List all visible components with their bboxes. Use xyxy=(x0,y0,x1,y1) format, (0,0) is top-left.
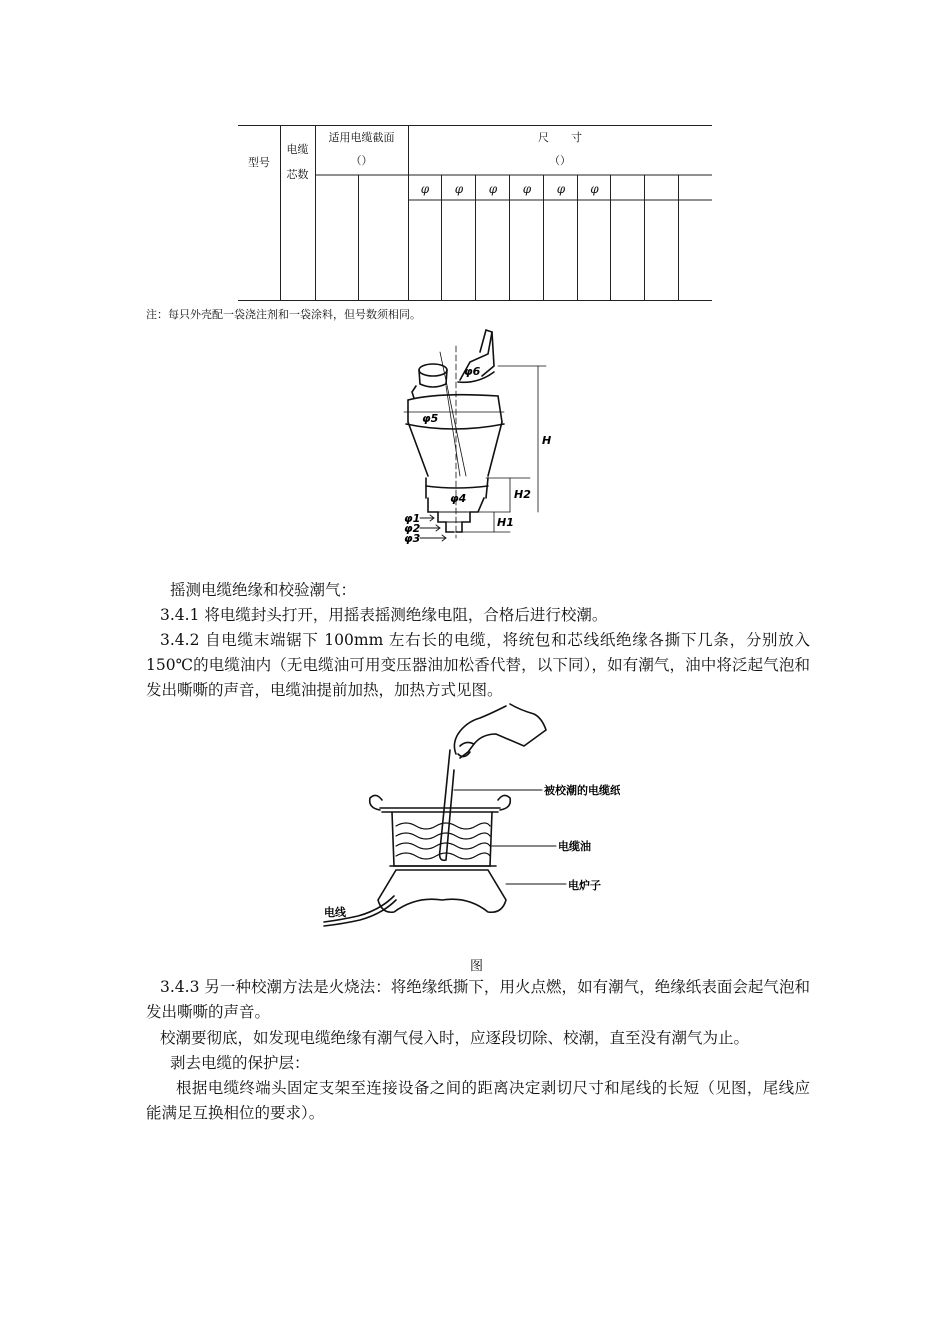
spec-table xyxy=(238,125,712,301)
phi-label: φ xyxy=(522,182,532,196)
terminal-shell-figure xyxy=(398,326,558,556)
label-phi1: φ1 xyxy=(404,512,421,525)
header-size-unit: （） xyxy=(549,154,571,167)
paragraph-3-4-2: 3.4.2 自电缆末端锯下 100mm 左右长的电缆，将统包和芯线纸绝缘各撕下几条，分别放入 150℃的电缆油内（无电缆油可用变压器油加松香代替，以下同），如有潮气，油中将泛起气泡和发出嘶嘶的声音，电缆油提前加热，加热方式见图。 xyxy=(146,631,810,699)
phi-label: φ xyxy=(590,182,599,196)
phi-label: φ xyxy=(454,182,464,196)
label-phi2: φ2 xyxy=(404,522,421,535)
terminal-shell-drawing xyxy=(398,326,558,556)
paragraph-strip-protection: 剥去电缆的保护层： xyxy=(170,1054,310,1072)
label-H2: H2 xyxy=(514,488,531,501)
label-phi5: φ5 xyxy=(422,412,439,425)
label-phi6: φ6 xyxy=(464,365,481,378)
paragraph-moisture-thorough: 校潮要彻底，如发现电缆绝缘有潮气侵入时，应逐段切除、校潮，直至没有潮气为止。 xyxy=(160,1029,750,1047)
label-electric-stove: 电炉子 xyxy=(568,879,601,892)
paragraph-3-4-1: 3.4.1 将电缆封头打开，用摇表摇测绝缘电阻，合格后进行校潮。 xyxy=(160,606,608,624)
header-cores-1: 电缆 xyxy=(286,143,309,156)
label-H1: H1 xyxy=(497,516,514,529)
table-note: 注：每只外壳配一袋浇注剂和一袋涂料，但号数须相同。 xyxy=(146,308,421,321)
oil-heating-drawing xyxy=(320,700,620,932)
phi-label: φ xyxy=(556,182,566,196)
label-cable-oil: 电缆油 xyxy=(558,840,591,853)
phi-label: φ xyxy=(420,182,430,196)
oil-heating-figure xyxy=(320,700,620,932)
label-cable-paper: 被校潮的电缆纸 xyxy=(544,784,620,797)
header-section: 适用电缆截面 xyxy=(328,131,395,144)
header-section-unit: （） xyxy=(350,154,373,167)
label-phi3: φ3 xyxy=(404,532,421,545)
header-model: 型号 xyxy=(248,156,270,169)
label-phi4: φ4 xyxy=(450,492,467,505)
header-cores-2: 芯数 xyxy=(286,168,309,181)
header-size: 尺 寸 xyxy=(538,131,582,144)
figure-caption: 图 xyxy=(470,959,484,974)
paragraph-3-4-3: 3.4.3 另一种校潮方法是火烧法：将绝缘纸撕下，用火点燃，如有潮气，绝缘纸表面会起气泡和发出嘶嘶的声音。 xyxy=(146,978,810,1021)
label-H: H xyxy=(542,434,552,447)
paragraph-cut-dimensions: 根据电缆终端头固定支架至连接设备之间的距离决定剥切尺寸和尾线的长短（见图，尾线应能满足互换相位的要求）。 xyxy=(146,1079,810,1122)
paragraph-insulation-test: 摇测电缆绝缘和校验潮气： xyxy=(170,581,357,599)
label-power-wire: 电线 xyxy=(324,906,346,919)
phi-label: φ xyxy=(488,182,498,196)
